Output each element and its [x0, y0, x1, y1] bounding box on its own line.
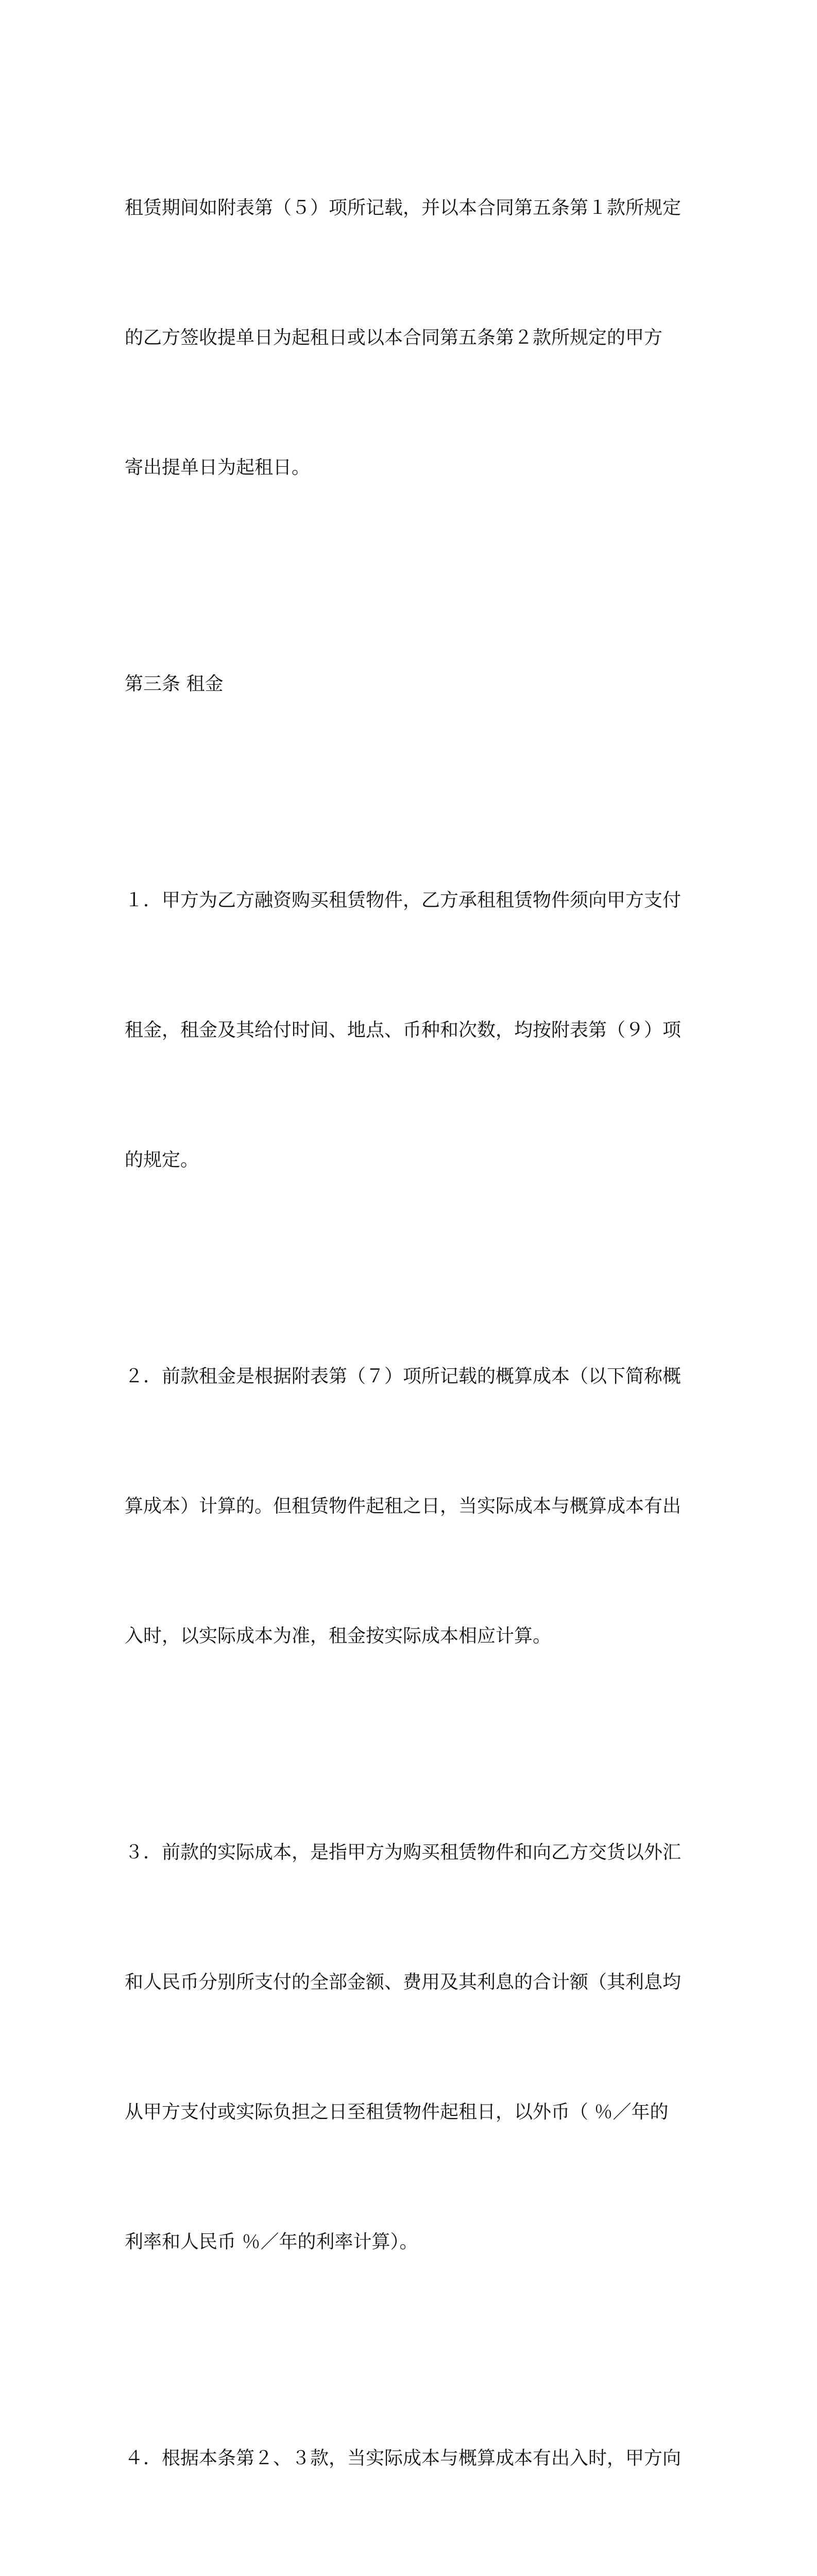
text-line: 入时，以实际成本为准，租金按实际成本相应计算。	[125, 1625, 552, 1647]
section-title: 第三条 租金	[125, 673, 224, 694]
clause-2	[125, 1268, 701, 1744]
paragraph-lease-period	[125, 100, 701, 576]
text-line	[125, 2567, 701, 2576]
text-line: 租赁期间如附表第（５）项所记载，并以本合同第五条第１款所规定	[125, 197, 682, 218]
text-line: ２．前款租金是根据附表第（７）项所记载的概算成本（以下简称概	[125, 1366, 682, 1387]
clause-4	[125, 2350, 701, 2576]
text-line: 租金，租金及其给付时间、地点、币种和次数，均按附表第（９）项	[125, 1020, 682, 1041]
document-body	[125, 100, 701, 2576]
clause-1	[125, 792, 701, 1268]
text-line: 的规定。	[125, 1149, 199, 1171]
text-line: 的乙方签收提单日为起租日或以本合同第五条第２款所规定的甲方	[125, 327, 663, 348]
text-line: 和人民币分别所支付的全部金额、费用及其利息的合计额（其利息均	[125, 1972, 682, 1993]
text-line: 算成本）计算的。但租赁物件起租之日，当实际成本与概算成本有出	[125, 1496, 682, 1517]
text-line: ４．根据本条第２、３款，当实际成本与概算成本有出入时，甲方向	[125, 2448, 682, 2469]
text-line: 利率和人民币 ％／年的利率计算）。	[125, 2231, 418, 2252]
text-line: １．甲方为乙方融资购买租赁物件，乙方承租租赁物件须向甲方支付	[125, 890, 682, 911]
text-line: 寄出提单日为起租日。	[125, 457, 311, 478]
text-line: 从甲方支付或实际负担之日至租赁物件起租日，以外币（ ％／年的	[125, 2102, 669, 2123]
section-heading-article-3	[125, 576, 701, 792]
text-line: ３．前款的实际成本，是指甲方为购买租赁物件和向乙方交货以外汇	[125, 1842, 682, 1863]
clause-3	[125, 1744, 701, 2350]
